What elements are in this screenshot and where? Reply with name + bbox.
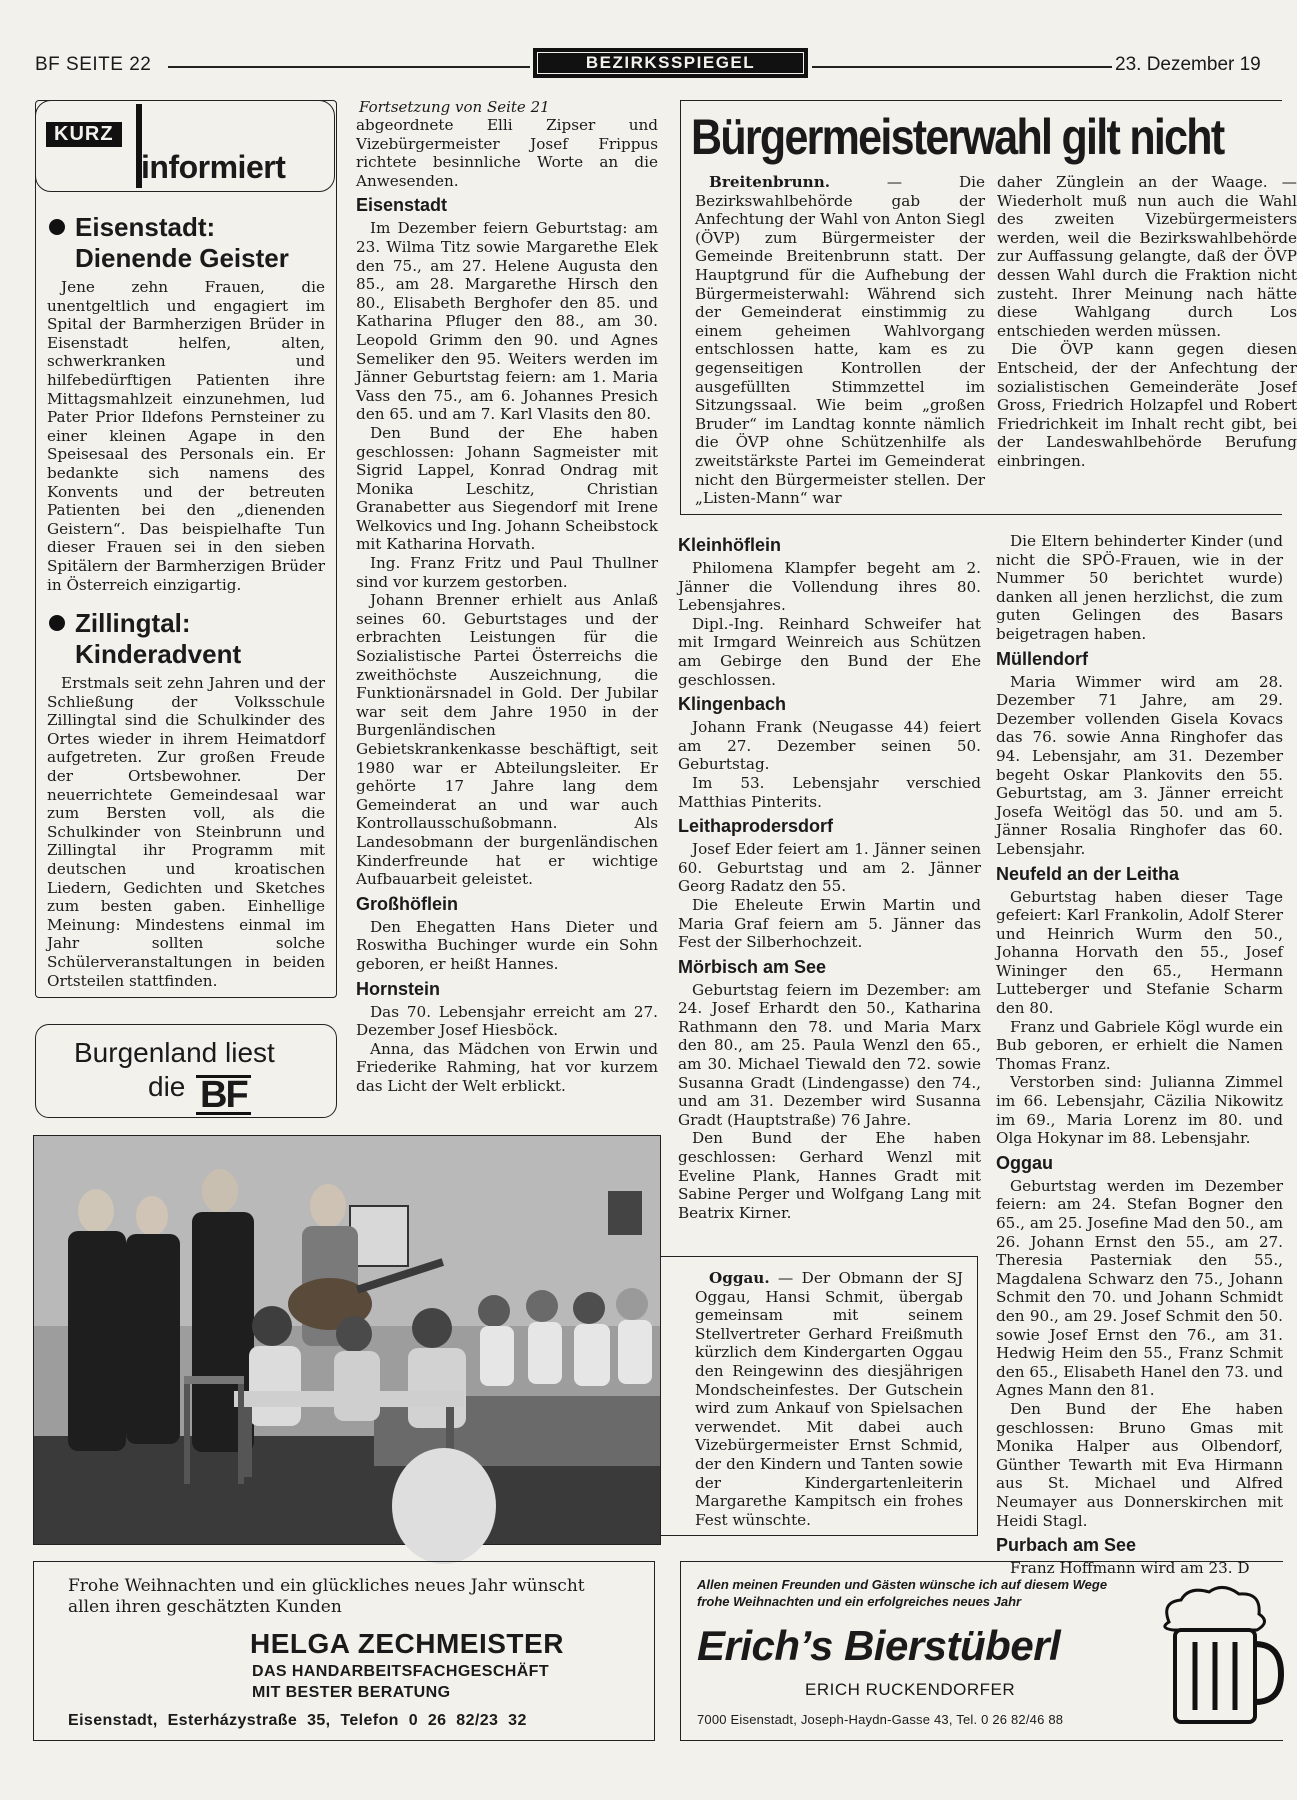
oggau-box [660, 1256, 978, 1536]
klingenbach-text: Johann Frank (Neugasse 44) feiert am 27. Dezember seinen 50. Geburtstag. Im 53. Lebensjahr verschied Matthias Pinterits. [678, 718, 981, 811]
heading-neufeld: Neufeld an der Leitha [996, 863, 1180, 884]
main-story-left-para: Breitenbrunn. — Die Bezirkswahlbehörde gab der Anfechtung der Wahl von Anton Siegl (ÖVP) zum Bürgermeister der Gemeinde Breitenbrunn statt. Der Hauptgrund für die Aufhebung der Bürgermeisterwahl: Während sich der Gemeinderat einstimmig zu einem geheimen Wahlvorgang entschlossen hatte, kam es zu gegenseitigen Kontrollen der ausgefüllten Stimmzettel im Sitzungssaal. Wie beim „großen Bruder“ im Landtag konnte nämlich die ÖVP ohne Schützenhilfe als zweitstärkste Partei im Gemeinderat nicht den Bürgermeister stellen. Der „Listen-Mann“ war [695, 173, 985, 508]
header-date: 23. Dezember 19 [1115, 54, 1261, 75]
heading-grosshoeflein: Großhöflein [356, 893, 458, 914]
ad-bierstueberl-name: Erich’s Bierstüberl [697, 1622, 1061, 1669]
hornstein-text: Das 70. Lebensjahr erreicht am 27. Dezember Josef Hiesböck. Anna, das Mädchen von Erwin und Friederike Rahming, hat vor kurzem das Licht der Welt erblickt. [356, 1002, 658, 1095]
col2-intro: abgeordnete Elli Zipser und Vizebürgermeister Josef Frippus richtete besinnliche Worte an die Anwesenden. [356, 116, 658, 190]
ad-zechmeister-line2: MIT BESTER BERATUNG [252, 1684, 451, 1701]
header-rule-left [168, 66, 530, 68]
heading-kleinhoeflein: Kleinhöflein [678, 535, 781, 555]
ad-zechmeister-address: Eisenstadt, Esterházystraße 35, Telefon 0 26 82/23 32 [68, 1712, 527, 1729]
heading-moerbisch: Mörbisch am See [678, 956, 827, 977]
leithaprodersdorf-text: Josef Eder feiert am 1. Jänner seinen 60. Geburtstag und am 2. Jänner Georg Radatz den 55. Die Eheleute Erwin Martin und Maria Graf feiern am 5. Jänner das Fest der Silberhochzeit. [678, 840, 981, 952]
heading-hornstein: Hornstein [356, 978, 441, 999]
oggau-box-para: Oggau. — Der Obmann der SJ Oggau, Hansi Schmit, übergab gemeinsam mit seinem Stellvertreter Gerhard Freißmuth kürzlich dem Kindergarten Oggau den Reingewinn des diesjährigen Mondscheinfestes. Der Gutschein wird zum Ankauf von Spielsachen verwendet. Mit dabei auch Vizebürgermeister Ernst Schmid, der den Kindern und Tanten sowie der Kindergartenleiterin Margarethe Kampitsch ein frohes Fest wünschte. [695, 1269, 963, 1529]
main-story-box [680, 100, 1297, 515]
header-left: BF SEITE 22 [35, 54, 152, 75]
ad-zechmeister-line1: DAS HANDARBEITSFACHGESCHÄFT [252, 1663, 550, 1680]
heading-eisenstadt: Eisenstadt [356, 195, 448, 216]
grosshoeflein-text: Den Ehegatten Hans Dieter und Roswitha Buchinger wurde ein Sohn geboren, er heißt Hannes. [356, 917, 658, 973]
kindergarten-photo [33, 1135, 661, 1545]
beer-mug-icon [1151, 1582, 1285, 1732]
ad-zechmeister-greeting: Frohe Weihnachten und ein glückliches neues Jahr wünscht allen ihren geschätzten Kunden [68, 1576, 585, 1617]
eisenstadt-text: Im Dezember feiern Geburtstag: am 23. Wilma Titz sowie Margarethe Elek den 75., am 27. Helene Augusta den 85., am 28. Margarethe Hirsch den 80., Elisabeth Berghofer den 85. und Katharina Pfluger den 88., am 30. Leopold Grimm den 90. und Agnes Semeliker den 95. Weiters werden im Jänner Geburtstag feiern: am 1. Maria Vass den 75., am 6. Johannes Presich den 65. und am 7. Karl Vlasits den 80. Den Bund der Ehe haben geschlossen: Johann Sagmeister mit Sigrid Lappel, Konrad Ondrag mit Monika Leschitz, Christian Granabetter aus Siegendorf mit Irene Welkovics und Ing. Johann Scheibstock mit Katharina Horvath. Ing. Franz Fritz und Paul Thullner sind vor kurzem gestorben. Johann Brenner erhielt aus Anlaß seines 60. Geburtstages und der erbrachten Leistungen für die Sozialistische Partei Österreichs die zweithöchste Auszeichnung, die Funktionärsnadel in Gold. Der Jubilar war seit dem Jahre 1950 in der Burgenländischen Gebietskrankenkasse beschäftigt, seit 1980 war er Abteilungsleiter. Er gehörte 17 Jahre lang dem Gemeinderat an und war auch Kontrollausschußobmann. Als Landesobmann der burgenländischen Kinderfreunde hat er wichtige Aufbauarbeit geleistet. [356, 219, 658, 889]
bullet-icon [49, 615, 65, 631]
heading-purbach: Purbach am See [996, 1535, 1137, 1556]
ad-bierstueberl [680, 1561, 1283, 1741]
oggau-box-text [695, 1269, 963, 1529]
column-3 [678, 530, 981, 1222]
photo-scene [34, 1136, 660, 1544]
heading-muellendorf: Müllendorf [996, 648, 1088, 669]
promo-box [35, 1024, 337, 1118]
heading-klingenbach: Klingenbach [678, 694, 787, 715]
ad-bierstueberl-owner: ERICH RUCKENDORFER [805, 1680, 1016, 1699]
kleinhoeflein-text: Philomena Klampfer begeht am 2. Jänner die Vollendung ihres 80. Lebensjahres. Dipl.-Ing. Reinhard Schweifer hat mit Irmgard Weinreich aus Schützen am Gebirge den Bund der Ehe geschlossen. [678, 559, 981, 689]
heading-leithaprodersdorf: Leithaprodersdorf [678, 816, 834, 837]
ad-zechmeister-name: HELGA ZECHMEISTER [250, 1628, 564, 1659]
main-story-headline: Bürgermeisterwahl gilt nicht [691, 109, 1224, 165]
main-story-right: daher Zünglein an der Waage. — Wiederholt muß nun auch die Wahl des zweiten Vizebürgermeisters werden, weil die Bezirkswahlbehörde zur Auffassung gelangte, daß der ÖVP dessen Wahl durch die Fraktion nicht zusteht. Ihrer Meinung nach hätte diese Wahlgang durch Los entschieden werden müssen. Die ÖVP kann gegen diesen Entscheid, der der Anfechtung der sozialistischen Gemeinderäte Josef Gross, Friedrich Holzapfel und Robert Friedrichkeit im Inhalt recht gibt, bei der Landeswahlbehörde Berufung einbringen. [997, 173, 1297, 470]
kurz-section2-title: Zillingtal: Kinderadvent [47, 608, 325, 670]
continuation-note: Fortsetzung von Seite 21 [359, 98, 550, 116]
muellendorf-text: Maria Wimmer wird am 28. Dezember 71 Jahre, am 29. Dezember vollenden Gisela Kovacs das 76. sowie Anna Ringhofer das 94. Lebensjahr, am 31. Dezember begeht Oskar Plankovits den 55. Geburtstag, am 3. Jänner erreicht Josefa Weitögl das 50. und am 5. Jänner Rosalia Ringhofer das 60. Lebensjahr. [996, 672, 1283, 858]
kurz-section1-text: Jene zehn Frauen, die unentgeltlich und engagiert im Spital der Barmherzigen Brüder in Eisenstadt helfen, alten, schwerkranken und hilfebedürftigen Patienten ihre Mittagsmahlzeit einzunehmen, lud Pater Prior Ildefons Pernsteiner zu einer kleinen Agape in den Speisesaal des Personals ein. Er bedankte sich namens des Konvents und der betreuten Patienten bei den „dienenden Geistern“. Das beispielhafte Tun dieser Frauen sei in den sieben Spitälern der Barmherzigen Brüder in Österreich einzigartig. [47, 278, 325, 594]
kurz-content [47, 212, 325, 990]
bf-logo: BF [196, 1075, 251, 1115]
ad-zechmeister [33, 1561, 655, 1741]
neufeld-text: Geburtstag haben dieser Tage gefeiert: Karl Frankolin, Adolf Sterer und Heinrich Wurm den 50., Johanna Horvath den 55., Josef Wininger den 65., Hermann Lutteberger und Stefanie Scharm den 80. Franz und Gabriele Kögl wurde ein Bub geboren, er erhielt die Namen Thomas Franz. Verstorben sind: Julianna Zimmel im 66. Lebensjahr, Cäzilia Nikowitz im 69., Maria Lorenz im 80. und Olga Hokynar im 88. Lebensjahr. [996, 887, 1283, 1148]
ad-bierstueberl-address: 7000 Eisenstadt, Joseph-Haydn-Gasse 43, Tel. 0 26 82/46 88 [697, 1712, 1064, 1727]
promo-line2: die [148, 1071, 186, 1102]
column-4 [996, 532, 1283, 1578]
promo-line1: Burgenland liest [74, 1037, 275, 1068]
kurz-section2-text: Erstmals seit zehn Jahren und der Schließung der Volksschule Zillingtal sind die Schulkinder des Ortes wieder in ihrem Heimatdorf aufgetreten. Zur großen Freude der Ortsbewohner. Der neuerrichtete Gemeindesaal war zum Bersten voll, als die Schulkinder von Steinbrunn und Zillingtal ihr Programm mit deutschen und kroatischen Liedern, Gedichten und Sketches zum besten gaben. Einhellige Meinung: Mindestens einmal im Jahr sollten solche Schülerveranstaltungen in beiden Ortsteilen stattfinden. [47, 674, 325, 990]
kurz-section1-title: Eisenstadt: Dienende Geister [47, 212, 325, 274]
oggau-text: Geburtstag werden im Dezember feiern: am 24. Stefan Bogner den 65., am 25. Josefine Mad den 50., am 26. Johann Ernst den 55., am 27. Theresia Pasterniak den 55., Magdalena Schwarz den 75., Johann Schmit den 70. und Johann Schmidt den 90., am 29. Josef Schmit den 50. sowie Josef Ernst den 76., am 31. Hedwig Heim den 55., Franz Schmit den 65., Elisabeth Hanel den 73. und Agnes Mann den 81. Den Bund der Ehe haben geschlossen: Bruno Gmas mit Monika Halper aus Olbendorf, Günther Tewarth mit Eva Hirmann aus St. Michael und Alfred Neumayer aus Donnerskirchen mit Heidi Stagl. [996, 1176, 1283, 1530]
header-section-title: BEZIRKSSPIEGEL [537, 52, 804, 74]
column-2 [356, 98, 658, 1096]
ad-bierstueberl-greeting: Allen meinen Freunden und Gästen wünsche ich auf diesem Wege frohe Weihnachten und ein erfolgreiches neues Jahr [697, 1577, 1108, 1609]
col4-intro: Die Eltern behinderter Kinder (und nicht die SPÖ-Frauen, wie in der Nummer 50 berichtet wurde) danken all jenen herzlichst, die zum guten Gelingen des Basars beigetragen haben. [996, 532, 1283, 643]
kurz-logo-block: KURZ [46, 122, 122, 147]
purbach-text: Franz Hoffmann wird am 23. D [1010, 1559, 1250, 1578]
kurz-logo-informiert: informiert [141, 149, 286, 185]
main-story-left [695, 173, 985, 508]
header-rule-right [812, 66, 1112, 68]
heading-oggau: Oggau [996, 1152, 1053, 1173]
header-section-label [533, 48, 808, 78]
moerbisch-text: Geburtstag feiern im Dezember: am 24. Josef Erhardt den 50., Katharina Rathmann den 78. und Maria Marx den 80., am 25. Paula Wenzl den 65., am 30. Michael Tiewald den 72. sowie Susanna Gradt (Lindengasse) den 74., und am 31. Dezember wird Susanna Gradt (Hauptstraße) 76 Jahre. Den Bund der Ehe haben geschlossen: Gerhard Wenzl mit Eveline Plank, Hannes Gradt mit Sabine Perger und Wolfgang Lang mit Beatrix Kirner. [678, 980, 981, 1222]
bullet-icon [49, 219, 65, 235]
